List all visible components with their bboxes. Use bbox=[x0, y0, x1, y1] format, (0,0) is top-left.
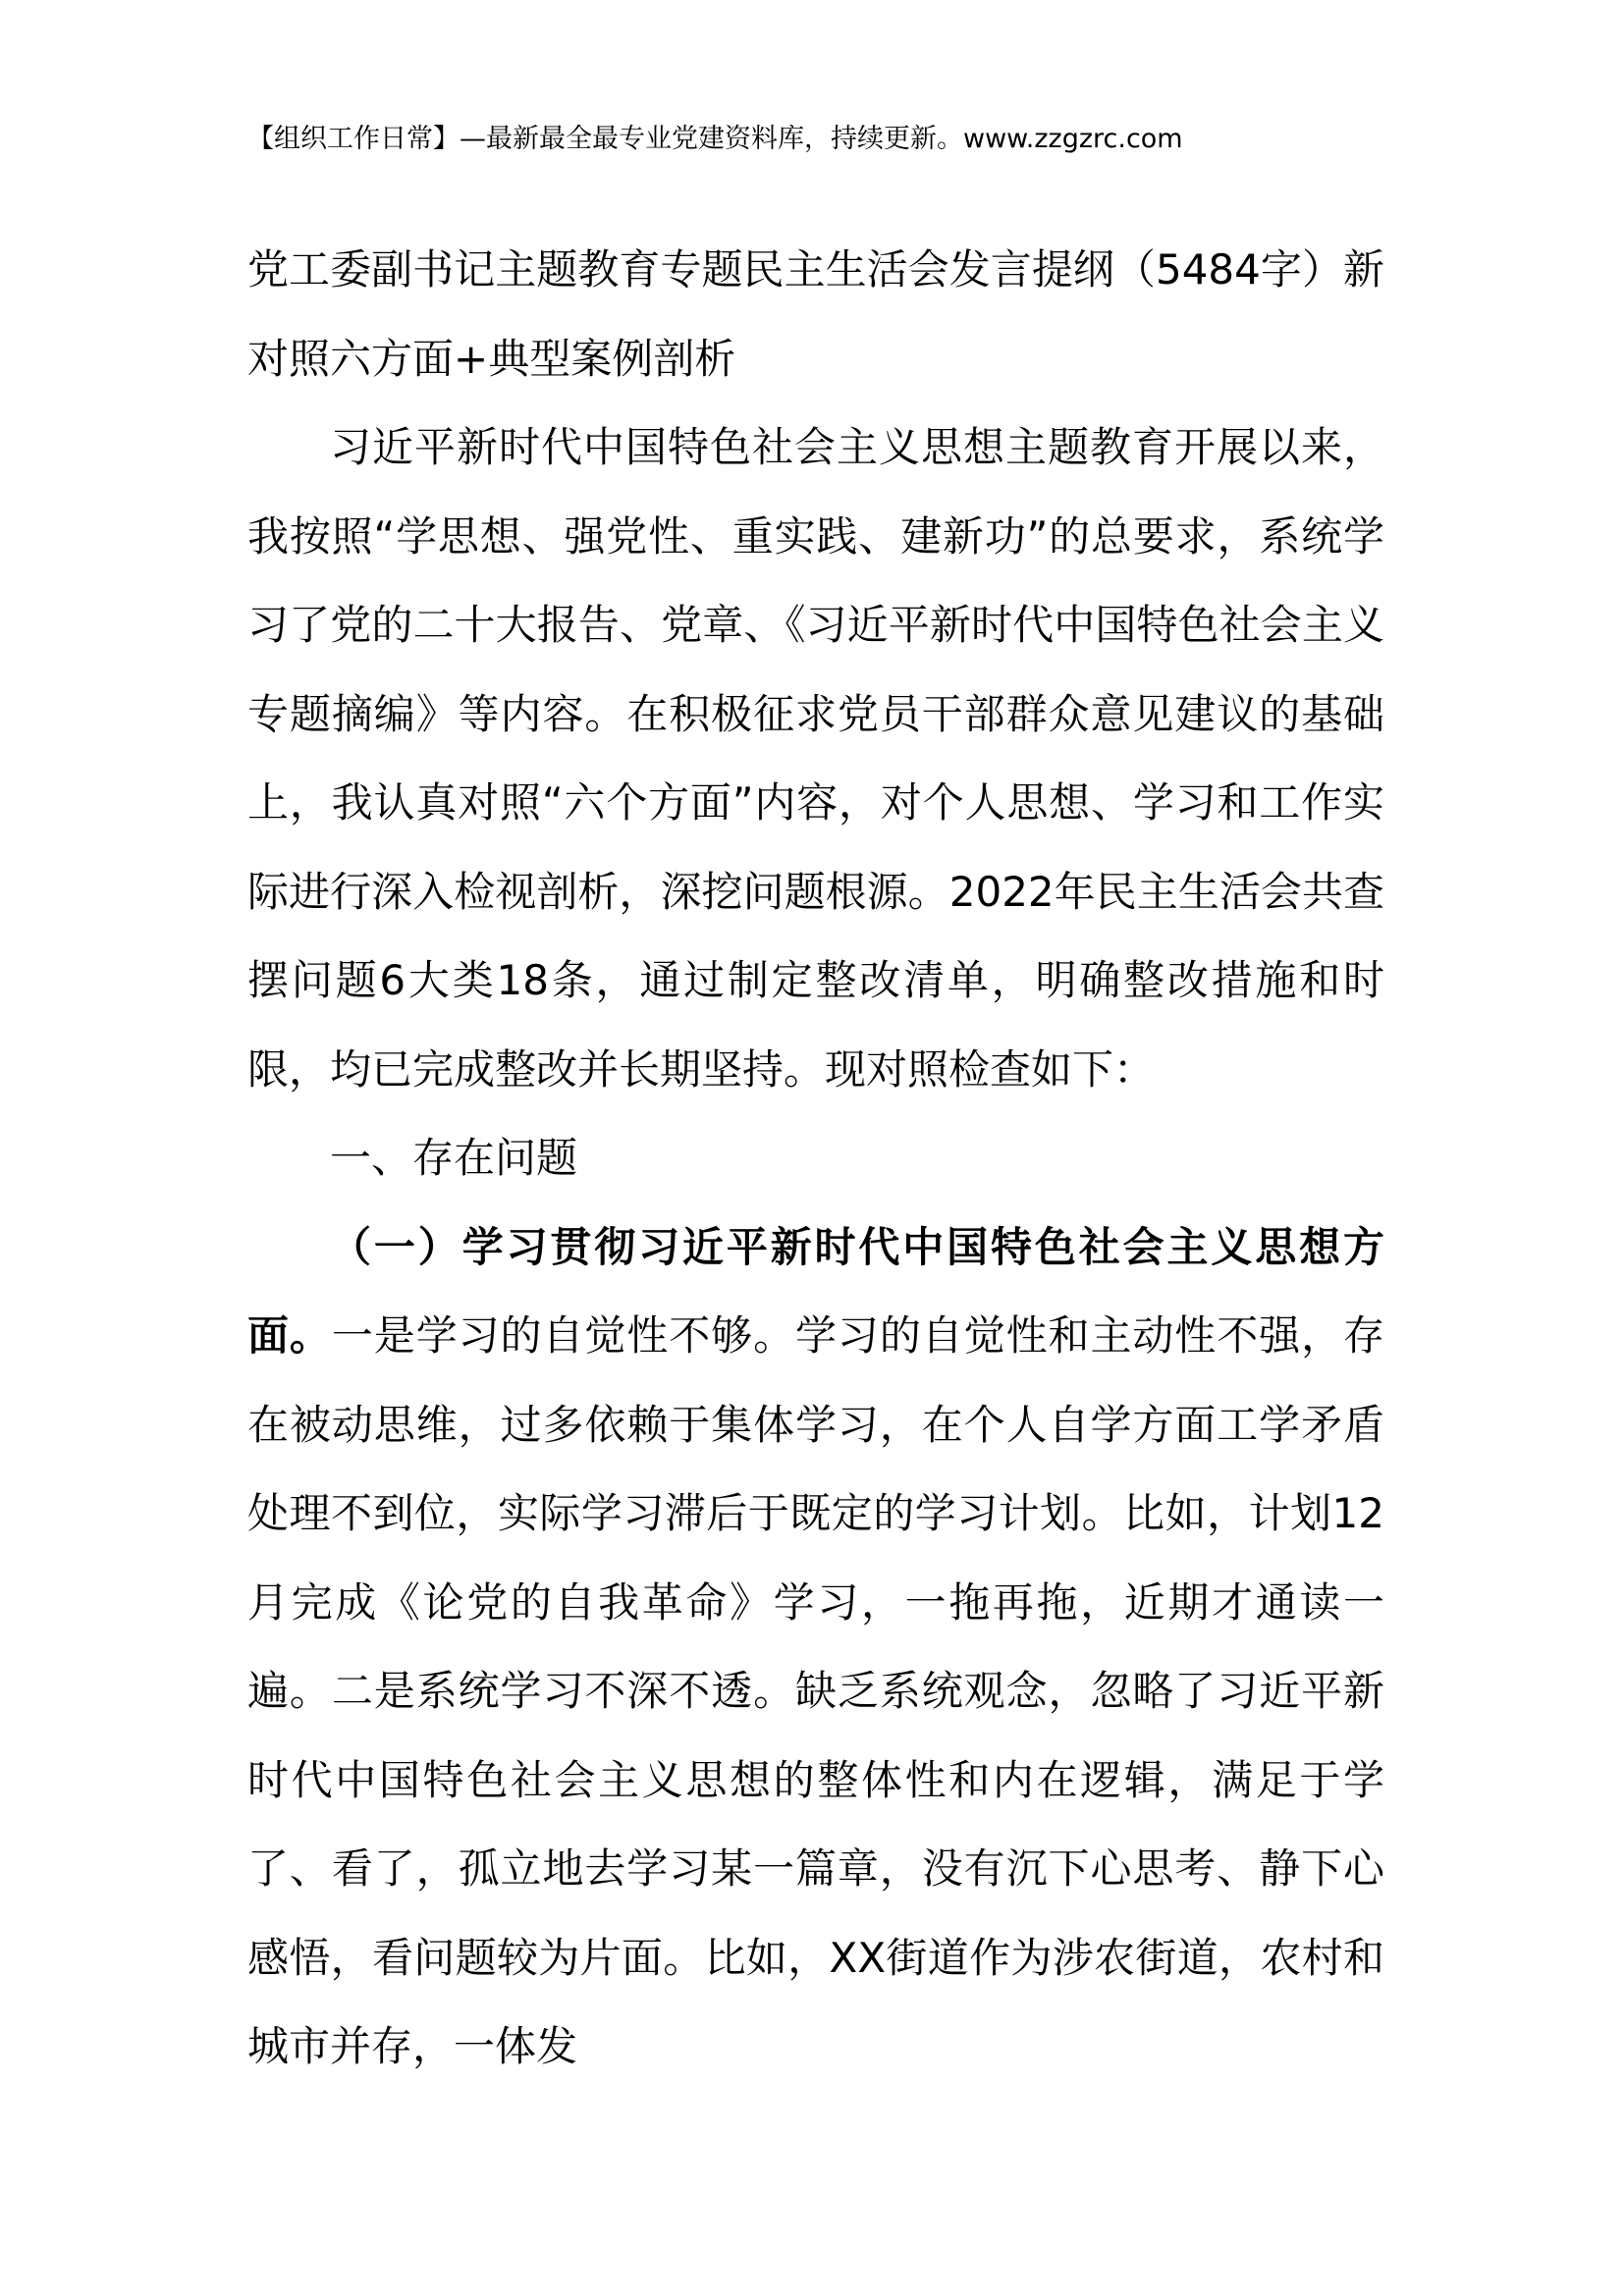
section-heading-problems: 一、存在问题 bbox=[330, 1134, 578, 1182]
intro-paragraph: 习近平新时代中国特色社会主义思想主题教育开展以来，我按照“学思想、强党性、重实践、建新功”的总要求，系统学习了党的二十大报告、党章、《习近平新时代中国特色社会主义专题摘编》等内容。在积极征求党员干部群众意见建议的基础上，我认真对照“六个方面”内容，对个人思想、学习和工作实际进行深入检视剖析，深挖问题根源。2022年民主生活会共查摆问题6大类18条，通过制定整改清单，明确整改措施和时限，均已完成整改并长期坚持。现对照检查如下： bbox=[247, 423, 1384, 1094]
subsection-body: 一是学习的自觉性不够。学习的自觉性和主动性不强，存在被动思维，过多依赖于集体学习，在个人自学方面工学矛盾处理不到位，实际学习滞后于既定的学习计划。比如，计划12月完成《论党的自我革命》学习，一拖再拖，近期才通读一遍。二是系统学习不深不透。缺乏系统观念，忽略了习近平新时代中国特色社会主义思想的整体性和内在逻辑，满足于学了、看了，孤立地去学习某一篇章，没有沉下心思考、静下心感悟，看问题较为片面。比如，XX街道作为涉农街道，农村和城市并存，一体发 bbox=[247, 1311, 1384, 2070]
subsection-heading: （一）学习贯彻习近平新时代中国特色社会主义思想方面。 bbox=[247, 1222, 1384, 1360]
subsection-paragraph bbox=[247, 1203, 1384, 2092]
document-title: 党工委副书记主题教育专题民主生活会发言提纲（5484字）新对照六方面+典型案例剖析 bbox=[247, 245, 1384, 383]
page-header: 【组织工作日常】—最新最全最专业党建资料库，持续更新。www.zzgzrc.com bbox=[247, 124, 1183, 154]
document-body bbox=[247, 226, 1384, 2092]
